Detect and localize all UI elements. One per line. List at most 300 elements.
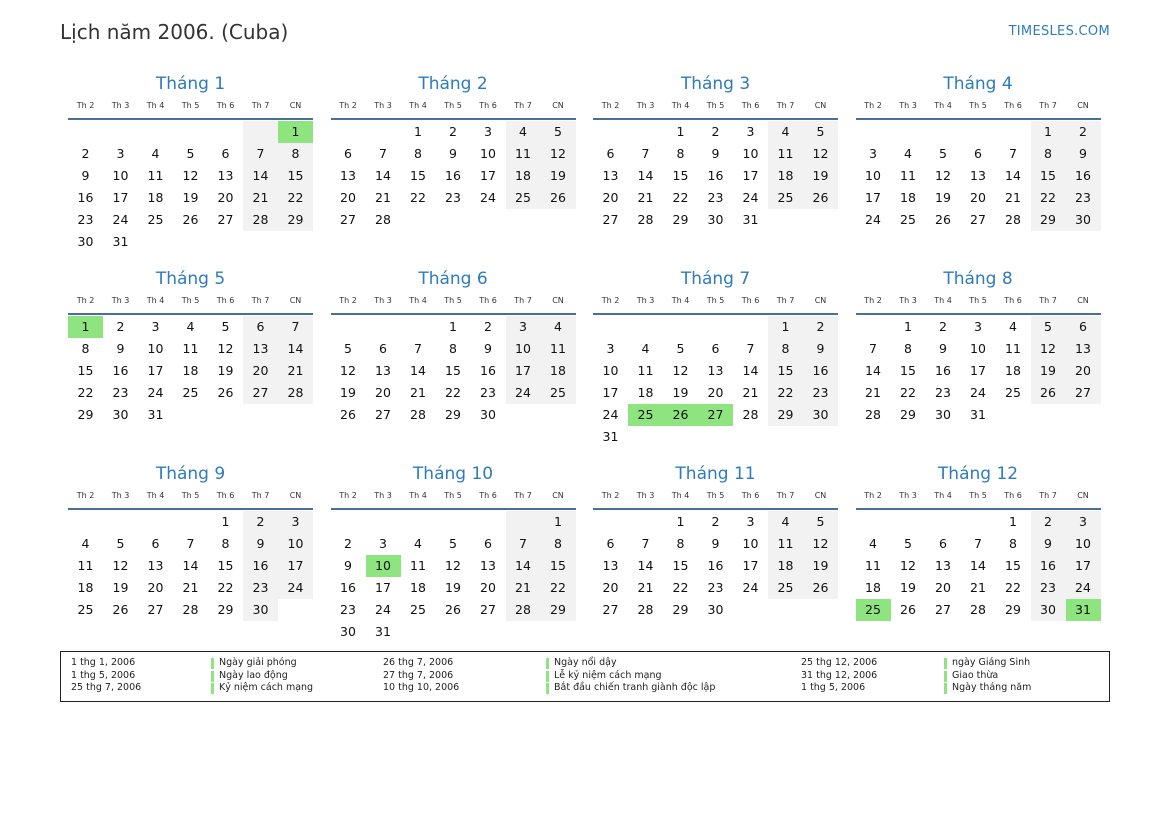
day-cell[interactable]: 22 bbox=[1031, 187, 1066, 209]
day-cell[interactable]: 2 bbox=[1031, 511, 1066, 533]
day-cell[interactable]: 31 bbox=[112, 234, 129, 249]
day-cell[interactable]: 18 bbox=[768, 165, 803, 187]
day-cell[interactable]: 5 bbox=[449, 536, 457, 551]
day-cell[interactable]: 19 bbox=[1031, 360, 1066, 382]
day-cell[interactable]: 30 bbox=[1031, 599, 1066, 621]
day-cell[interactable]: 5 bbox=[904, 536, 912, 551]
day-cell[interactable]: 6 bbox=[484, 536, 492, 551]
day-cell[interactable]: 3 bbox=[151, 319, 160, 334]
day-cell[interactable]: 17 bbox=[147, 363, 164, 378]
day-cell[interactable]: 12 bbox=[672, 363, 689, 378]
day-cell[interactable]: 6 bbox=[344, 146, 352, 161]
day-cell[interactable]: 20 bbox=[602, 580, 619, 595]
day-cell[interactable]: 2 bbox=[803, 316, 838, 338]
day-cell[interactable]: 10 bbox=[970, 341, 986, 356]
day-cell[interactable]: 7 bbox=[974, 536, 982, 551]
day-cell[interactable]: 27 bbox=[1066, 382, 1101, 404]
day-cell[interactable]: 22 bbox=[445, 385, 461, 400]
day-cell[interactable]: 28 bbox=[182, 602, 199, 617]
day-cell[interactable]: 5 bbox=[676, 341, 685, 356]
day-cell[interactable]: 12 bbox=[112, 558, 129, 573]
day-cell[interactable]: 30 bbox=[707, 212, 724, 227]
day-cell[interactable]: 7 bbox=[746, 341, 755, 356]
day-cell[interactable]: 10 bbox=[506, 338, 541, 360]
day-cell[interactable]: 6 bbox=[939, 536, 947, 551]
day-cell[interactable]: 10 bbox=[278, 533, 313, 555]
day-cell[interactable]: 19 bbox=[935, 190, 951, 205]
day-cell[interactable]: 11 bbox=[865, 558, 881, 573]
day-cell[interactable]: 10 bbox=[865, 168, 881, 183]
day-cell[interactable]: 13 bbox=[375, 363, 391, 378]
day-cell[interactable]: 10 bbox=[742, 146, 759, 161]
day-cell[interactable]: 16 bbox=[935, 363, 951, 378]
day-cell[interactable]: 5 bbox=[803, 121, 838, 143]
day-cell[interactable]: 19 bbox=[541, 165, 576, 187]
day-cell[interactable]: 2 bbox=[81, 146, 90, 161]
day-cell[interactable]: 5 bbox=[803, 511, 838, 533]
day-cell[interactable]: 25 bbox=[768, 187, 803, 209]
day-cell[interactable]: 31 bbox=[147, 407, 164, 422]
day-cell[interactable]: 13 bbox=[970, 168, 986, 183]
day-cell[interactable]: 24 bbox=[1066, 577, 1101, 599]
day-cell[interactable]: 26 bbox=[900, 602, 916, 617]
day-cell[interactable]: 16 bbox=[707, 168, 724, 183]
day-cell[interactable]: 4 bbox=[186, 319, 195, 334]
day-cell[interactable]: 14 bbox=[637, 168, 654, 183]
day-cell[interactable]: 14 bbox=[375, 168, 391, 183]
day-cell[interactable]: 13 bbox=[147, 558, 164, 573]
day-cell[interactable]: 28 bbox=[410, 407, 426, 422]
day-cell[interactable]: 3 bbox=[974, 319, 982, 334]
day-cell[interactable]: 16 bbox=[445, 168, 461, 183]
day-cell[interactable]: 8 bbox=[449, 341, 457, 356]
day-cell[interactable]: 9 bbox=[116, 341, 125, 356]
day-cell[interactable]: 9 bbox=[484, 341, 492, 356]
day-cell[interactable]: 11 bbox=[182, 341, 199, 356]
holiday-day-cell[interactable]: 25 bbox=[628, 404, 663, 426]
day-cell[interactable]: 9 bbox=[711, 146, 720, 161]
holiday-day-cell[interactable]: 27 bbox=[698, 404, 733, 426]
day-cell[interactable]: 6 bbox=[974, 146, 982, 161]
day-cell[interactable]: 1 bbox=[676, 124, 685, 139]
day-cell[interactable]: 22 bbox=[900, 385, 916, 400]
day-cell[interactable]: 2 bbox=[449, 124, 457, 139]
day-cell[interactable]: 2 bbox=[484, 319, 492, 334]
day-cell[interactable]: 1 bbox=[541, 511, 576, 533]
day-cell[interactable]: 26 bbox=[112, 602, 129, 617]
day-cell[interactable]: 21 bbox=[1005, 190, 1021, 205]
day-cell[interactable]: 9 bbox=[711, 536, 720, 551]
day-cell[interactable]: 11 bbox=[541, 338, 576, 360]
day-cell[interactable]: 7 bbox=[641, 146, 650, 161]
day-cell[interactable]: 19 bbox=[445, 580, 461, 595]
day-cell[interactable]: 8 bbox=[676, 536, 685, 551]
day-cell[interactable]: 2 bbox=[939, 319, 947, 334]
day-cell[interactable]: 25 bbox=[410, 602, 426, 617]
day-cell[interactable]: 14 bbox=[506, 555, 541, 577]
day-cell[interactable]: 10 bbox=[742, 536, 759, 551]
day-cell[interactable]: 2 bbox=[243, 511, 278, 533]
day-cell[interactable]: 14 bbox=[278, 338, 313, 360]
day-cell[interactable]: 9 bbox=[344, 558, 352, 573]
day-cell[interactable]: 17 bbox=[742, 558, 759, 573]
day-cell[interactable]: 29 bbox=[672, 602, 689, 617]
day-cell[interactable]: 1 bbox=[676, 514, 685, 529]
day-cell[interactable]: 21 bbox=[637, 580, 654, 595]
day-cell[interactable]: 15 bbox=[672, 168, 689, 183]
day-cell[interactable]: 16 bbox=[243, 555, 278, 577]
day-cell[interactable]: 18 bbox=[77, 580, 94, 595]
day-cell[interactable]: 10 bbox=[480, 146, 496, 161]
day-cell[interactable]: 31 bbox=[602, 429, 619, 444]
day-cell[interactable]: 4 bbox=[414, 536, 422, 551]
day-cell[interactable]: 18 bbox=[541, 360, 576, 382]
day-cell[interactable]: 17 bbox=[602, 385, 619, 400]
day-cell[interactable]: 21 bbox=[865, 385, 881, 400]
day-cell[interactable]: 5 bbox=[1031, 316, 1066, 338]
day-cell[interactable]: 30 bbox=[243, 599, 278, 621]
day-cell[interactable]: 24 bbox=[147, 385, 164, 400]
day-cell[interactable]: 1 bbox=[449, 319, 457, 334]
day-cell[interactable]: 4 bbox=[81, 536, 90, 551]
day-cell[interactable]: 7 bbox=[186, 536, 195, 551]
day-cell[interactable]: 16 bbox=[340, 580, 356, 595]
day-cell[interactable]: 3 bbox=[869, 146, 877, 161]
day-cell[interactable]: 27 bbox=[970, 212, 986, 227]
day-cell[interactable]: 20 bbox=[602, 190, 619, 205]
day-cell[interactable]: 6 bbox=[151, 536, 160, 551]
day-cell[interactable]: 24 bbox=[112, 212, 129, 227]
day-cell[interactable]: 7 bbox=[278, 316, 313, 338]
day-cell[interactable]: 2 bbox=[711, 514, 720, 529]
day-cell[interactable]: 6 bbox=[221, 146, 230, 161]
day-cell[interactable]: 24 bbox=[278, 577, 313, 599]
day-cell[interactable]: 21 bbox=[375, 190, 391, 205]
day-cell[interactable]: 29 bbox=[1005, 602, 1021, 617]
day-cell[interactable]: 23 bbox=[1031, 577, 1066, 599]
holiday-day-cell[interactable]: 26 bbox=[663, 404, 698, 426]
day-cell[interactable]: 21 bbox=[182, 580, 199, 595]
day-cell[interactable]: 29 bbox=[672, 212, 689, 227]
day-cell[interactable]: 4 bbox=[641, 341, 650, 356]
day-cell[interactable]: 4 bbox=[506, 121, 541, 143]
day-cell[interactable]: 18 bbox=[900, 190, 916, 205]
day-cell[interactable]: 2 bbox=[1066, 121, 1101, 143]
day-cell[interactable]: 16 bbox=[707, 558, 724, 573]
day-cell[interactable]: 15 bbox=[410, 168, 426, 183]
day-cell[interactable]: 3 bbox=[484, 124, 492, 139]
day-cell[interactable]: 18 bbox=[637, 385, 654, 400]
day-cell[interactable]: 7 bbox=[379, 146, 387, 161]
day-cell[interactable]: 24 bbox=[742, 190, 759, 205]
day-cell[interactable]: 11 bbox=[147, 168, 164, 183]
day-cell[interactable]: 19 bbox=[182, 190, 199, 205]
day-cell[interactable]: 24 bbox=[865, 212, 881, 227]
day-cell[interactable]: 28 bbox=[375, 212, 391, 227]
day-cell[interactable]: 21 bbox=[506, 577, 541, 599]
day-cell[interactable]: 13 bbox=[602, 168, 619, 183]
day-cell[interactable]: 23 bbox=[340, 602, 356, 617]
day-cell[interactable]: 2 bbox=[116, 319, 125, 334]
day-cell[interactable]: 14 bbox=[243, 165, 278, 187]
day-cell[interactable]: 17 bbox=[970, 363, 986, 378]
day-cell[interactable]: 8 bbox=[904, 341, 912, 356]
day-cell[interactable]: 4 bbox=[151, 146, 160, 161]
day-cell[interactable]: 16 bbox=[112, 363, 129, 378]
day-cell[interactable]: 16 bbox=[77, 190, 94, 205]
day-cell[interactable]: 12 bbox=[445, 558, 461, 573]
day-cell[interactable]: 22 bbox=[768, 382, 803, 404]
day-cell[interactable]: 4 bbox=[768, 121, 803, 143]
day-cell[interactable]: 23 bbox=[77, 212, 94, 227]
day-cell[interactable]: 30 bbox=[935, 407, 951, 422]
day-cell[interactable]: 6 bbox=[379, 341, 387, 356]
day-cell[interactable]: 14 bbox=[865, 363, 881, 378]
day-cell[interactable]: 20 bbox=[970, 190, 986, 205]
day-cell[interactable]: 23 bbox=[1066, 187, 1101, 209]
day-cell[interactable]: 11 bbox=[1005, 341, 1021, 356]
day-cell[interactable]: 27 bbox=[243, 382, 278, 404]
day-cell[interactable]: 28 bbox=[243, 209, 278, 231]
day-cell[interactable]: 3 bbox=[606, 341, 615, 356]
day-cell[interactable]: 12 bbox=[1031, 338, 1066, 360]
day-cell[interactable]: 26 bbox=[1031, 382, 1066, 404]
day-cell[interactable]: 25 bbox=[182, 385, 199, 400]
day-cell[interactable]: 17 bbox=[375, 580, 391, 595]
day-cell[interactable]: 2 bbox=[344, 536, 352, 551]
day-cell[interactable]: 13 bbox=[243, 338, 278, 360]
day-cell[interactable]: 30 bbox=[1066, 209, 1101, 231]
day-cell[interactable]: 23 bbox=[935, 385, 951, 400]
day-cell[interactable]: 15 bbox=[900, 363, 916, 378]
day-cell[interactable]: 4 bbox=[869, 536, 877, 551]
day-cell[interactable]: 30 bbox=[112, 407, 129, 422]
day-cell[interactable]: 7 bbox=[1009, 146, 1017, 161]
day-cell[interactable]: 19 bbox=[803, 165, 838, 187]
day-cell[interactable]: 11 bbox=[77, 558, 94, 573]
day-cell[interactable]: 15 bbox=[445, 363, 461, 378]
day-cell[interactable]: 5 bbox=[221, 319, 230, 334]
day-cell[interactable]: 18 bbox=[182, 363, 199, 378]
day-cell[interactable]: 3 bbox=[278, 511, 313, 533]
day-cell[interactable]: 30 bbox=[340, 624, 356, 639]
day-cell[interactable]: 22 bbox=[541, 577, 576, 599]
day-cell[interactable]: 25 bbox=[506, 187, 541, 209]
day-cell[interactable]: 30 bbox=[77, 234, 94, 249]
day-cell[interactable]: 17 bbox=[506, 360, 541, 382]
day-cell[interactable]: 7 bbox=[641, 536, 650, 551]
day-cell[interactable]: 22 bbox=[672, 190, 689, 205]
day-cell[interactable]: 19 bbox=[217, 363, 234, 378]
day-cell[interactable]: 11 bbox=[637, 363, 654, 378]
day-cell[interactable]: 19 bbox=[803, 555, 838, 577]
day-cell[interactable]: 3 bbox=[116, 146, 125, 161]
day-cell[interactable]: 13 bbox=[340, 168, 356, 183]
day-cell[interactable]: 17 bbox=[480, 168, 496, 183]
day-cell[interactable]: 23 bbox=[445, 190, 461, 205]
holiday-day-cell[interactable]: 31 bbox=[1066, 599, 1101, 621]
day-cell[interactable]: 28 bbox=[865, 407, 881, 422]
day-cell[interactable]: 26 bbox=[445, 602, 461, 617]
day-cell[interactable]: 28 bbox=[637, 212, 654, 227]
day-cell[interactable]: 19 bbox=[112, 580, 129, 595]
day-cell[interactable]: 2 bbox=[711, 124, 720, 139]
day-cell[interactable]: 29 bbox=[445, 407, 461, 422]
day-cell[interactable]: 10 bbox=[602, 363, 619, 378]
day-cell[interactable]: 26 bbox=[217, 385, 234, 400]
day-cell[interactable]: 1 bbox=[1009, 514, 1017, 529]
day-cell[interactable]: 21 bbox=[637, 190, 654, 205]
day-cell[interactable]: 24 bbox=[480, 190, 496, 205]
day-cell[interactable]: 15 bbox=[278, 165, 313, 187]
day-cell[interactable]: 14 bbox=[970, 558, 986, 573]
day-cell[interactable]: 7 bbox=[414, 341, 422, 356]
holiday-day-cell[interactable]: 25 bbox=[856, 599, 891, 621]
day-cell[interactable]: 25 bbox=[900, 212, 916, 227]
day-cell[interactable]: 22 bbox=[278, 187, 313, 209]
day-cell[interactable]: 28 bbox=[637, 602, 654, 617]
day-cell[interactable]: 4 bbox=[904, 146, 912, 161]
holiday-day-cell[interactable]: 1 bbox=[278, 121, 313, 143]
day-cell[interactable]: 12 bbox=[217, 341, 234, 356]
day-cell[interactable]: 15 bbox=[1005, 558, 1021, 573]
day-cell[interactable]: 27 bbox=[375, 407, 391, 422]
day-cell[interactable]: 3 bbox=[746, 124, 755, 139]
day-cell[interactable]: 22 bbox=[410, 190, 426, 205]
site-link[interactable]: TIMESLES.COM bbox=[1008, 24, 1110, 39]
day-cell[interactable]: 24 bbox=[742, 580, 759, 595]
day-cell[interactable]: 1 bbox=[768, 316, 803, 338]
day-cell[interactable]: 8 bbox=[768, 338, 803, 360]
day-cell[interactable]: 24 bbox=[375, 602, 391, 617]
day-cell[interactable]: 20 bbox=[147, 580, 164, 595]
day-cell[interactable]: 29 bbox=[541, 599, 576, 621]
day-cell[interactable]: 27 bbox=[147, 602, 164, 617]
day-cell[interactable]: 20 bbox=[243, 360, 278, 382]
day-cell[interactable]: 12 bbox=[900, 558, 916, 573]
day-cell[interactable]: 18 bbox=[865, 580, 881, 595]
day-cell[interactable]: 20 bbox=[707, 385, 724, 400]
day-cell[interactable]: 8 bbox=[278, 143, 313, 165]
day-cell[interactable]: 12 bbox=[803, 533, 838, 555]
day-cell[interactable]: 9 bbox=[81, 168, 90, 183]
day-cell[interactable]: 22 bbox=[672, 580, 689, 595]
day-cell[interactable]: 20 bbox=[1066, 360, 1101, 382]
day-cell[interactable]: 29 bbox=[217, 602, 234, 617]
day-cell[interactable]: 18 bbox=[768, 555, 803, 577]
day-cell[interactable]: 26 bbox=[803, 577, 838, 599]
day-cell[interactable]: 12 bbox=[935, 168, 951, 183]
day-cell[interactable]: 9 bbox=[243, 533, 278, 555]
day-cell[interactable]: 18 bbox=[506, 165, 541, 187]
day-cell[interactable]: 27 bbox=[602, 602, 619, 617]
day-cell[interactable]: 28 bbox=[970, 602, 986, 617]
day-cell[interactable]: 5 bbox=[344, 341, 352, 356]
day-cell[interactable]: 23 bbox=[243, 577, 278, 599]
day-cell[interactable]: 23 bbox=[112, 385, 129, 400]
day-cell[interactable]: 14 bbox=[182, 558, 199, 573]
day-cell[interactable]: 4 bbox=[1009, 319, 1017, 334]
day-cell[interactable]: 11 bbox=[410, 558, 426, 573]
day-cell[interactable]: 12 bbox=[340, 363, 356, 378]
day-cell[interactable]: 14 bbox=[1005, 168, 1021, 183]
day-cell[interactable]: 20 bbox=[340, 190, 356, 205]
day-cell[interactable]: 28 bbox=[742, 407, 759, 422]
day-cell[interactable]: 22 bbox=[217, 580, 234, 595]
day-cell[interactable]: 12 bbox=[803, 143, 838, 165]
day-cell[interactable]: 23 bbox=[480, 385, 496, 400]
day-cell[interactable]: 26 bbox=[935, 212, 951, 227]
day-cell[interactable]: 10 bbox=[147, 341, 164, 356]
day-cell[interactable]: 18 bbox=[1005, 363, 1021, 378]
day-cell[interactable]: 29 bbox=[1031, 209, 1066, 231]
day-cell[interactable]: 21 bbox=[742, 385, 759, 400]
day-cell[interactable]: 30 bbox=[480, 407, 496, 422]
day-cell[interactable]: 9 bbox=[1031, 533, 1066, 555]
day-cell[interactable]: 8 bbox=[81, 341, 90, 356]
day-cell[interactable]: 21 bbox=[970, 580, 986, 595]
day-cell[interactable]: 25 bbox=[541, 382, 576, 404]
day-cell[interactable]: 17 bbox=[742, 168, 759, 183]
day-cell[interactable]: 27 bbox=[340, 212, 356, 227]
day-cell[interactable]: 24 bbox=[506, 382, 541, 404]
day-cell[interactable]: 13 bbox=[217, 168, 234, 183]
day-cell[interactable]: 19 bbox=[672, 385, 689, 400]
day-cell[interactable]: 8 bbox=[541, 533, 576, 555]
day-cell[interactable]: 22 bbox=[1005, 580, 1021, 595]
day-cell[interactable]: 21 bbox=[278, 360, 313, 382]
day-cell[interactable]: 1 bbox=[221, 514, 230, 529]
day-cell[interactable]: 12 bbox=[541, 143, 576, 165]
day-cell[interactable]: 25 bbox=[768, 577, 803, 599]
day-cell[interactable]: 18 bbox=[147, 190, 164, 205]
day-cell[interactable]: 9 bbox=[449, 146, 457, 161]
day-cell[interactable]: 20 bbox=[217, 190, 234, 205]
day-cell[interactable]: 6 bbox=[243, 316, 278, 338]
day-cell[interactable]: 6 bbox=[1066, 316, 1101, 338]
day-cell[interactable]: 15 bbox=[541, 555, 576, 577]
day-cell[interactable]: 14 bbox=[410, 363, 426, 378]
day-cell[interactable]: 6 bbox=[711, 341, 720, 356]
day-cell[interactable]: 27 bbox=[602, 212, 619, 227]
day-cell[interactable]: 25 bbox=[147, 212, 164, 227]
day-cell[interactable]: 13 bbox=[602, 558, 619, 573]
day-cell[interactable]: 20 bbox=[480, 580, 496, 595]
day-cell[interactable]: 26 bbox=[182, 212, 199, 227]
day-cell[interactable]: 21 bbox=[410, 385, 426, 400]
day-cell[interactable]: 29 bbox=[768, 404, 803, 426]
day-cell[interactable]: 8 bbox=[221, 536, 230, 551]
day-cell[interactable]: 27 bbox=[935, 602, 951, 617]
day-cell[interactable]: 22 bbox=[77, 385, 94, 400]
day-cell[interactable]: 8 bbox=[414, 146, 422, 161]
day-cell[interactable]: 17 bbox=[1066, 555, 1101, 577]
day-cell[interactable]: 26 bbox=[803, 187, 838, 209]
day-cell[interactable]: 6 bbox=[606, 146, 615, 161]
day-cell[interactable]: 24 bbox=[970, 385, 986, 400]
day-cell[interactable]: 9 bbox=[1066, 143, 1101, 165]
day-cell[interactable]: 4 bbox=[541, 316, 576, 338]
day-cell[interactable]: 31 bbox=[970, 407, 986, 422]
day-cell[interactable]: 4 bbox=[768, 511, 803, 533]
day-cell[interactable]: 8 bbox=[1009, 536, 1017, 551]
day-cell[interactable]: 14 bbox=[742, 363, 759, 378]
day-cell[interactable]: 13 bbox=[480, 558, 496, 573]
day-cell[interactable]: 15 bbox=[672, 558, 689, 573]
day-cell[interactable]: 29 bbox=[77, 407, 94, 422]
day-cell[interactable]: 11 bbox=[768, 143, 803, 165]
holiday-day-cell[interactable]: 10 bbox=[366, 555, 401, 577]
